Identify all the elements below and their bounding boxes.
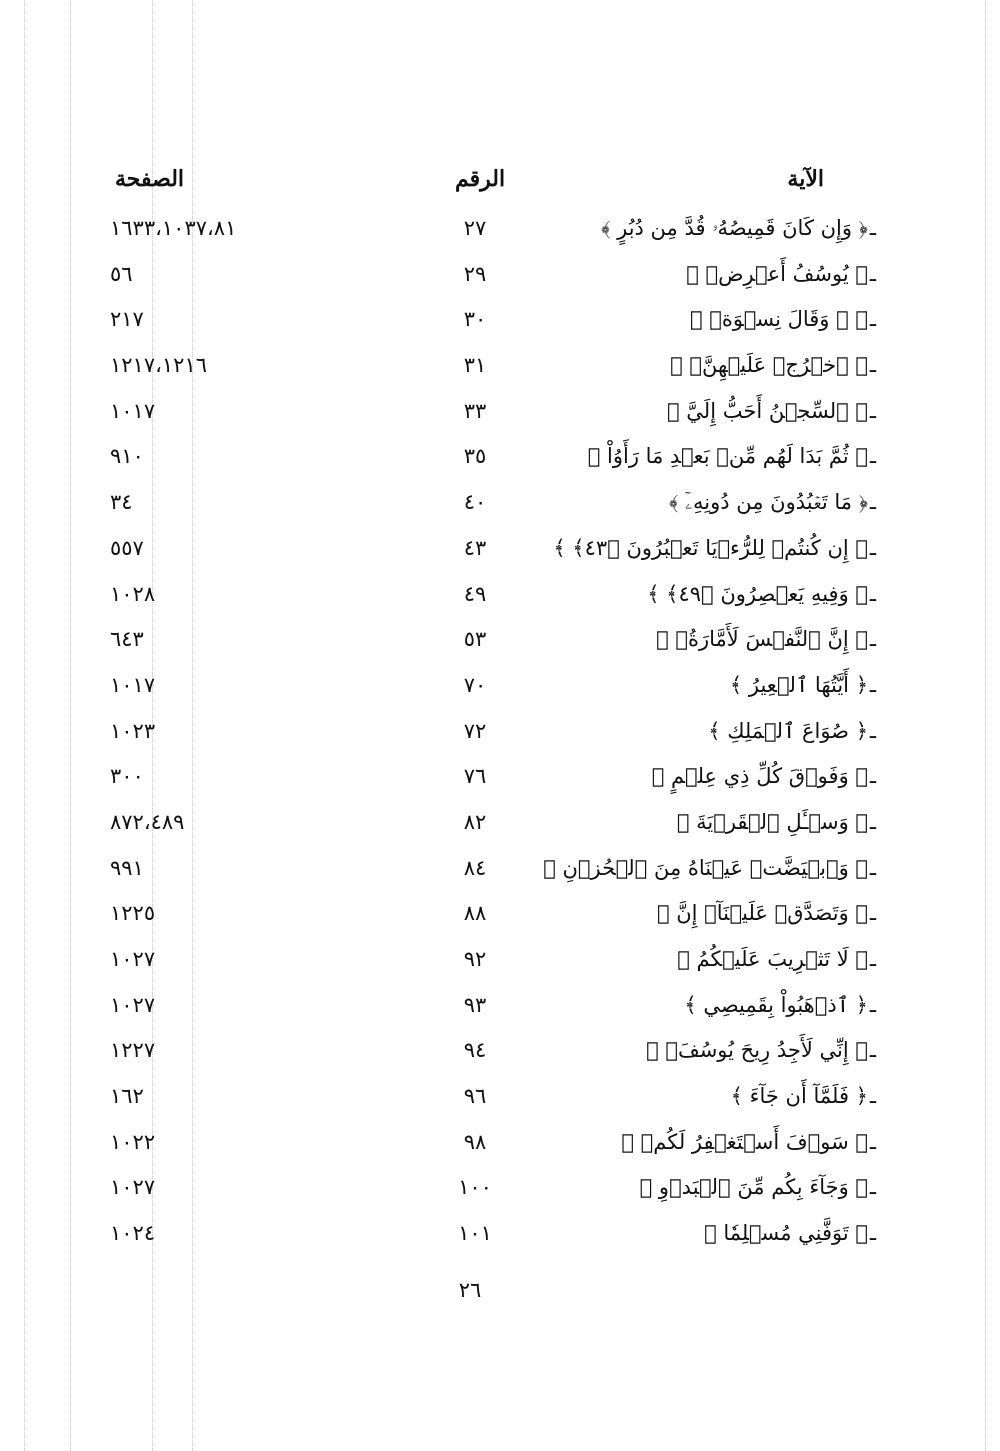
row-dash: ـ xyxy=(869,261,876,286)
verse-text: ﴿ لَا تَثۡرِيبَ عَلَيۡكُمُ ﴾ xyxy=(677,947,868,971)
page-refs: ١٠٢٤ xyxy=(110,1221,156,1246)
page-refs: ١٠٢٧ xyxy=(110,992,156,1017)
table-row xyxy=(0,1217,1000,1263)
table-row xyxy=(0,806,1000,852)
verse-number: ٢٧ xyxy=(463,216,487,240)
verse-number: ٣٥ xyxy=(463,444,487,469)
page-refs: ١٠٢٢ xyxy=(110,1129,156,1154)
page-refs: ١٠٢٨ xyxy=(110,581,156,606)
table-row xyxy=(0,303,1000,349)
index-table xyxy=(0,212,1000,1263)
page-refs: ٦٤٣ xyxy=(110,627,144,652)
verse-number: ٩٨ xyxy=(463,1129,487,1154)
verse-text: ﴿ ٱلسِّجۡنُ أَحَبُّ إِلَيَّ ﴾ xyxy=(667,398,868,423)
verse-text: ﴿ مَا تَعۡبُدُونَ مِن دُونِهِۦٓ ﴾ xyxy=(669,490,868,515)
page-refs: ١٠١٧ xyxy=(110,672,156,697)
verse-text: ﴿ إِنِّي لَأَجِدُ رِيحَ يُوسُفَۖ ﴾ xyxy=(646,1038,868,1063)
verse-text: ﴿ تَوَفَّنِي مُسۡلِمٗا ﴾ xyxy=(704,1221,868,1246)
table-row xyxy=(0,1034,1000,1080)
page-refs: ٣٤ xyxy=(110,490,133,515)
row-dash: ـ xyxy=(869,672,876,697)
table-row xyxy=(0,258,1000,304)
table-row xyxy=(0,1171,1000,1217)
page-refs: ١٦٢ xyxy=(110,1084,144,1109)
table-row xyxy=(0,669,1000,715)
table-row xyxy=(0,989,1000,1035)
verse-text: ﴿ إِنَّ ٱلنَّفۡسَ لَأَمَّارَةُۢ ﴾ xyxy=(656,627,868,652)
row-dash: ـ xyxy=(869,307,876,332)
row-dash: ـ xyxy=(869,809,876,834)
verse-text: ﴿ وَإِن كَانَ قَمِيصُهُۥ قُدَّ مِن دُبُرٍ ﴾ xyxy=(601,216,868,240)
row-dash: ـ xyxy=(869,216,876,240)
page-number: ٢٦ xyxy=(458,1278,482,1302)
verse-number: ٢٩ xyxy=(463,261,487,286)
row-dash: ـ xyxy=(869,1175,876,1200)
verse-text: ﴿ ٱخۡرُجۡ عَلَيۡهِنَّۖ ﴾ xyxy=(670,353,868,378)
page-refs: ٥٥٧ xyxy=(110,535,144,560)
verse-text: ﴿ ثُمَّ بَدَا لَهُم مِّنۢ بَعۡدِ مَا رَأَوُاْ ﴾ xyxy=(587,444,868,469)
page-refs: ٨٧٢،٤٨٩ xyxy=(110,809,185,834)
verse-text: ﴿ وَفِيهِ يَعۡصِرُونَ ﴿٤٩﴾ ﴾ xyxy=(647,581,868,606)
row-dash: ـ xyxy=(869,992,876,1017)
verse-number: ٩٦ xyxy=(463,1084,487,1109)
table-row xyxy=(0,852,1000,898)
verse-text: ﴿ فَلَمَّآ أَن جَآءَ ﴾ xyxy=(730,1084,868,1109)
page-refs: ١٠٢٣ xyxy=(110,718,156,743)
table-row xyxy=(0,349,1000,395)
verse-text: ﴿ أَيَّتُهَا ٱلۡعِيرُ ﴾ xyxy=(729,672,868,697)
verse-number: ٨٢ xyxy=(463,809,487,834)
page-refs: ١٠١٧ xyxy=(110,398,156,423)
page-refs: ٢١٧ xyxy=(110,307,144,332)
page-refs: ١٢٢٥ xyxy=(110,901,156,926)
table-row xyxy=(0,395,1000,441)
row-dash: ـ xyxy=(869,718,876,743)
page-refs: ١٠٢٧ xyxy=(110,947,156,971)
verse-text: ﴿ وَٱبۡيَضَّتۡ عَيۡنَاهُ مِنَ ٱلۡحُزۡنِ ﴾ xyxy=(543,855,868,880)
verse-text: ﴿ ۞ وَقَالَ نِسۡوَةٞ ﴾ xyxy=(690,307,868,332)
page-refs: ٩١٠ xyxy=(110,444,144,469)
verse-number: ٨٨ xyxy=(463,901,487,926)
verse-number: ٤٣ xyxy=(463,535,487,560)
verse-number: ٣٠ xyxy=(463,307,487,332)
row-dash: ـ xyxy=(869,490,876,515)
page-refs: ٣٠٠ xyxy=(110,764,144,789)
table-row xyxy=(0,1080,1000,1126)
verse-number: ٩٤ xyxy=(463,1038,487,1063)
table-row xyxy=(0,532,1000,578)
table-row xyxy=(0,578,1000,624)
verse-text: ﴿ صُوَاعَ ٱلۡمَلِكِ ﴾ xyxy=(708,718,868,743)
table-row xyxy=(0,715,1000,761)
verse-number: ٩٣ xyxy=(463,992,487,1017)
verse-number: ٨٤ xyxy=(463,855,487,880)
verse-number: ٧٢ xyxy=(463,718,487,743)
table-row xyxy=(0,212,1000,258)
verse-number: ٧٠ xyxy=(463,672,487,697)
verse-number: ٩٢ xyxy=(463,947,487,971)
row-dash: ـ xyxy=(869,1038,876,1063)
verse-number: ١٠٠ xyxy=(458,1175,492,1200)
header-page: الصفحة xyxy=(115,166,185,192)
verse-text: ﴿ يُوسُفُ أَعۡرِضۡ ﴾ xyxy=(686,261,868,286)
row-dash: ـ xyxy=(869,535,876,560)
row-dash: ـ xyxy=(869,581,876,606)
table-row xyxy=(0,486,1000,532)
verse-number: ٥٣ xyxy=(463,627,487,652)
row-dash: ـ xyxy=(869,444,876,469)
header-verse: الآية xyxy=(787,166,824,192)
row-dash: ـ xyxy=(869,398,876,423)
page-refs: ١٠٢٧ xyxy=(110,1175,156,1200)
verse-text: ﴿ وَتَصَدَّقۡ عَلَيۡنَآۖ إِنَّ ﴾ xyxy=(656,901,868,926)
table-row xyxy=(0,1126,1000,1172)
verse-number: ٤٩ xyxy=(463,581,487,606)
page-refs: ١٦٣٣،١٠٣٧،٨١ xyxy=(110,216,237,240)
verse-number: ٣١ xyxy=(463,353,487,378)
header-number: الرقم xyxy=(454,166,506,192)
row-dash: ـ xyxy=(869,947,876,971)
table-row xyxy=(0,623,1000,669)
page-refs: ٥٦ xyxy=(110,261,133,286)
table-row xyxy=(0,440,1000,486)
row-dash: ـ xyxy=(869,855,876,880)
verse-text: ﴿ سَوۡفَ أَسۡتَغۡفِرُ لَكُمۡ ﴾ xyxy=(621,1129,868,1154)
verse-text: ﴿ وَفَوۡقَ كُلِّ ذِي عِلۡمٍ ﴾ xyxy=(651,764,868,789)
table-row xyxy=(0,897,1000,943)
page-refs: ١٢١٧،١٢١٦ xyxy=(110,353,208,378)
row-dash: ـ xyxy=(869,1084,876,1109)
verse-text: ﴿ وَجَآءَ بِكُم مِّنَ ٱلۡبَدۡوِ ﴾ xyxy=(639,1175,868,1200)
verse-text: ﴿ إِن كُنتُمۡ لِلرُّءۡيَا تَعۡبُرُونَ ﴿٤٣﴾ ﴾ xyxy=(553,535,868,560)
row-dash: ـ xyxy=(869,627,876,652)
verse-number: ٤٠ xyxy=(463,490,487,515)
page-refs: ٩٩١ xyxy=(110,855,144,880)
page-refs: ١٢٢٧ xyxy=(110,1038,156,1063)
table-row xyxy=(0,760,1000,806)
verse-text: ﴿ وَسۡـَٔلِ ٱلۡقَرۡيَةَ ﴾ xyxy=(676,809,868,834)
verse-number: ٧٦ xyxy=(463,764,487,789)
row-dash: ـ xyxy=(869,1129,876,1154)
row-dash: ـ xyxy=(869,901,876,926)
verse-number: ٣٣ xyxy=(463,398,487,423)
verse-text: ﴿ ٱذۡهَبُواْ بِقَمِيصِي ﴾ xyxy=(684,992,868,1017)
table-row xyxy=(0,943,1000,989)
verse-number: ١٠١ xyxy=(458,1221,492,1246)
row-dash: ـ xyxy=(869,353,876,378)
row-dash: ـ xyxy=(869,1221,876,1246)
row-dash: ـ xyxy=(869,764,876,789)
